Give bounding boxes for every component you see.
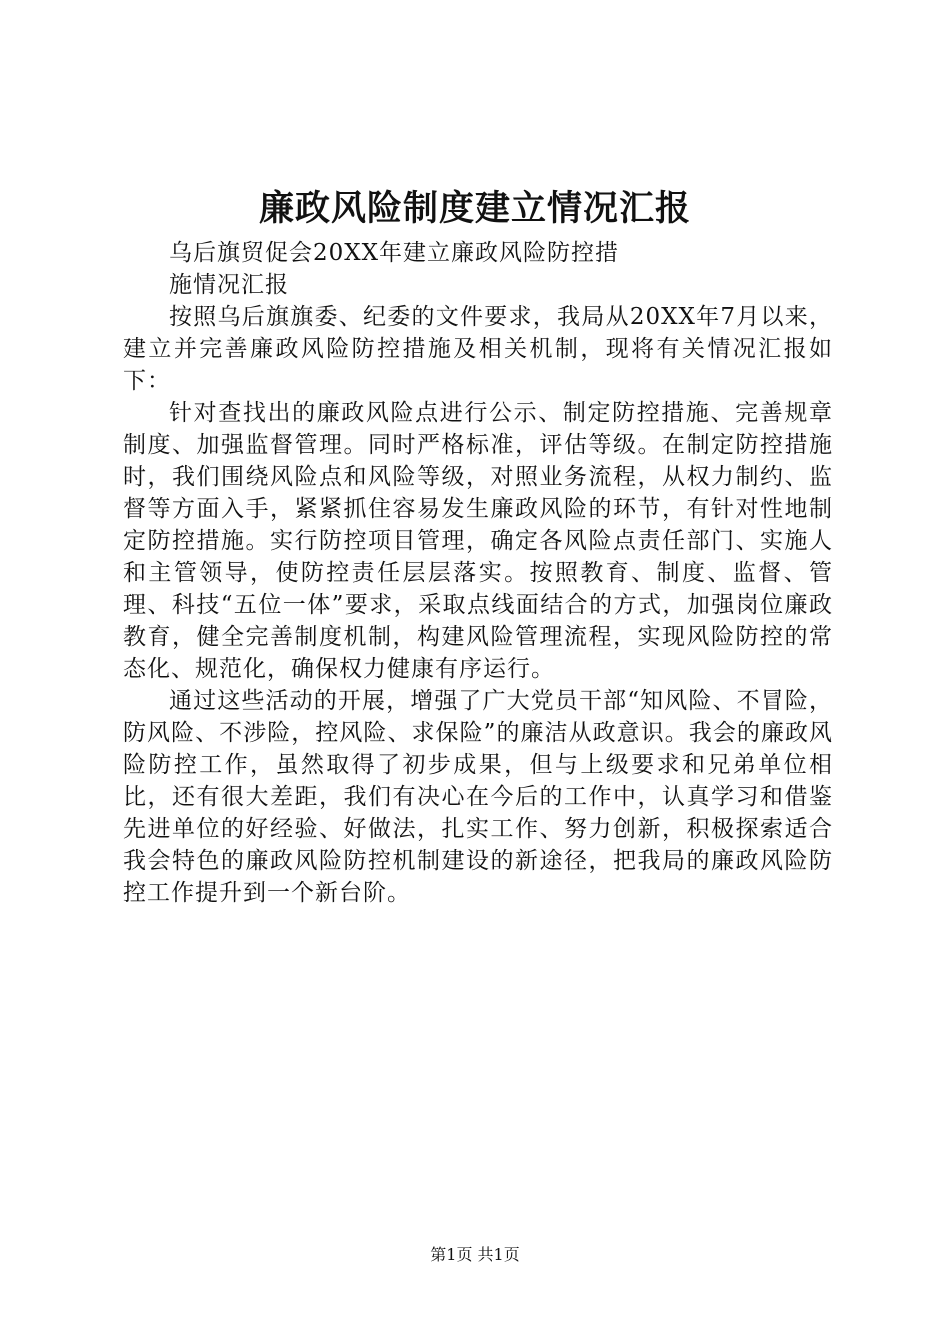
paragraph-intro: 按照乌后旗旗委、纪委的文件要求，我局从20XX年7月以来，建立并完善廉政风险防控措施及相关机制，现将有关情况汇报如下： (123, 304, 833, 394)
paragraph-measures: 针对查找出的廉政风险点进行公示、制定防控措施、完善规章制度、加强监督管理。同时严格标准，评估等级。在制定防控措施时，我们围绕风险点和风险等级，对照业务流程，从权力制约、监督等方面入手，紧紧抓住容易发生廉政风险的环节，有针对性地制定防控措施。实行防控项目管理，确定各风险点责任部门、实施人和主管领导，使防控责任层层落实。按照教育、制度、监督、管理、科技“五位一体”要求，采取点线面结合的方式，加强岗位廉政教育，健全完善制度机制，构建风险管理流程，实现风险防控的常态化、规范化，确保权力健康有序运行。 (123, 400, 833, 682)
subtitle-line-1: 乌后旗贸促会20XX年建立廉政风险防控措 (169, 240, 620, 266)
document-body (123, 237, 833, 909)
subtitle-line-2: 施情况汇报 (169, 272, 289, 298)
paragraph-results: 通过这些活动的开展，增强了广大党员干部“知风险、不冒险，防风险、不涉险，控风险、求保险”的廉洁从政意识。我会的廉政风险防控工作，虽然取得了初步成果，但与上级要求和兄弟单位相比，还有很大差距，我们有决心在今后的工作中，认真学习和借鉴先进单位的好经验、好做法，扎实工作、努力创新，积极探索适合我会特色的廉政风险防控机制建设的新途径，把我局的廉政风险防控工作提升到一个新台阶。 (123, 688, 833, 906)
page-footer: 第1页 共1页 (430, 1245, 520, 1264)
document-title: 廉政风险制度建立情况汇报 (258, 188, 691, 229)
